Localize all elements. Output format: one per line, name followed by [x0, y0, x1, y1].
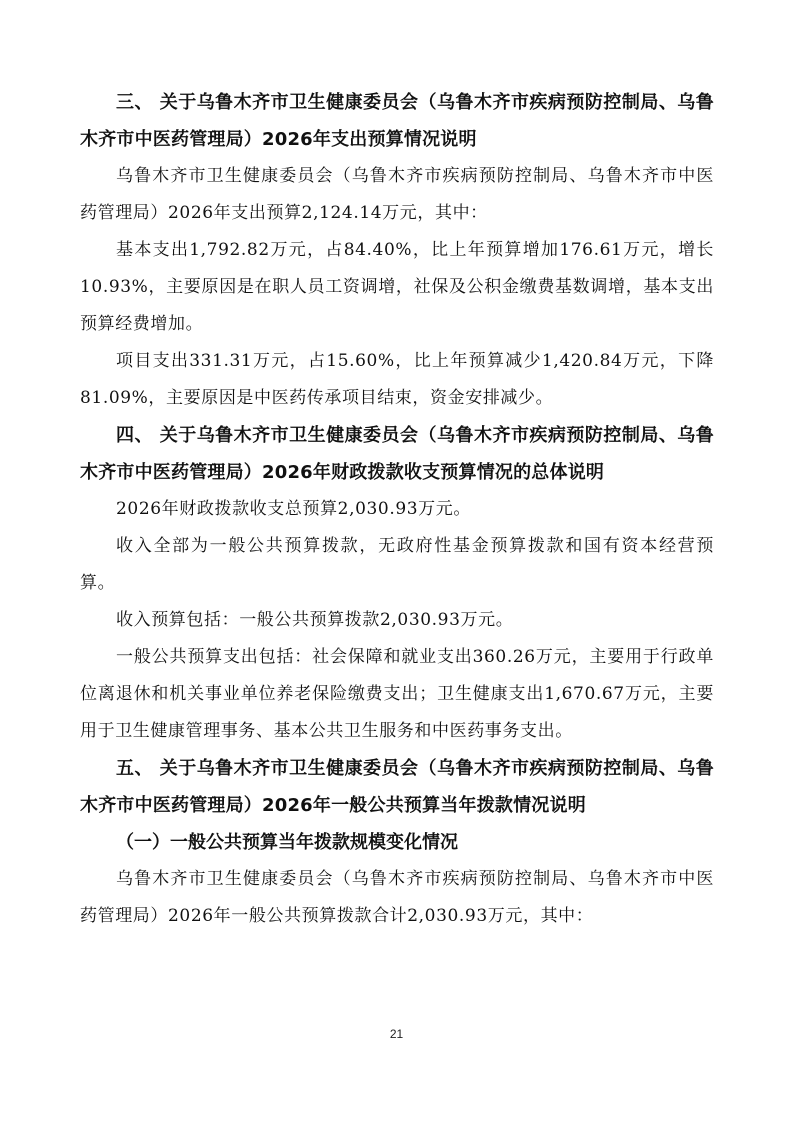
section-heading-3: 三、 关于乌鲁木齐市卫生健康委员会（乌鲁木齐市疾病预防控制局、乌鲁木齐市中医药管理局）2026年支出预算情况说明	[80, 92, 714, 150]
section-heading-5: 五、 关于乌鲁木齐市卫生健康委员会（乌鲁木齐市疾病预防控制局、乌鲁木齐市中医药管理局）2026年一般公共预算当年拨款情况说明	[80, 758, 714, 816]
paragraph-project-expenditure: 项目支出331.31万元，占15.60%，比上年预算减少1,420.84万元，下降81.09%，主要原因是中医药传承项目结束，资金安排减少。	[80, 351, 714, 408]
document-page	[80, 84, 714, 935]
paragraph-public-allocation: 乌鲁木齐市卫生健康委员会（乌鲁木齐市疾病预防控制局、乌鲁木齐市中医药管理局）2026年一般公共预算拨款合计2,030.93万元，其中：	[80, 869, 714, 926]
paragraph-basic-expenditure: 基本支出1,792.82万元，占84.40%，比上年预算增加176.61万元，增长10.93%，主要原因是在职人员工资调增，社保及公积金缴费基数调增，基本支出预算经费增加。	[80, 240, 714, 334]
page-number: 21	[389, 1027, 404, 1041]
paragraph-expenditure-total: 乌鲁木齐市卫生健康委员会（乌鲁木齐市疾病预防控制局、乌鲁木齐市中医药管理局）2026年支出预算2,124.14万元，其中：	[80, 166, 714, 223]
paragraph-public-expenditure: 一般公共预算支出包括：社会保障和就业支出360.26万元，主要用于行政单位离退休和机关事业单位养老保险缴费支出；卫生健康支出1,670.67万元，主要用于卫生健康管理事务、基本公共卫生服务和中医药事务支出。	[80, 647, 714, 741]
paragraph-fiscal-total: 2026年财政拨款收支总预算2,030.93万元。	[116, 499, 471, 519]
subsection-heading-1: （一）一般公共预算当年拨款规模变化情况	[116, 832, 458, 853]
section-heading-4: 四、 关于乌鲁木齐市卫生健康委员会（乌鲁木齐市疾病预防控制局、乌鲁木齐市中医药管理局）2026年财政拨款收支预算情况的总体说明	[80, 425, 714, 483]
paragraph-income-budget: 收入预算包括：一般公共预算拨款2,030.93万元。	[116, 610, 514, 630]
paragraph-income-composition: 收入全部为一般公共预算拨款，无政府性基金预算拨款和国有资本经营预算。	[80, 536, 714, 593]
